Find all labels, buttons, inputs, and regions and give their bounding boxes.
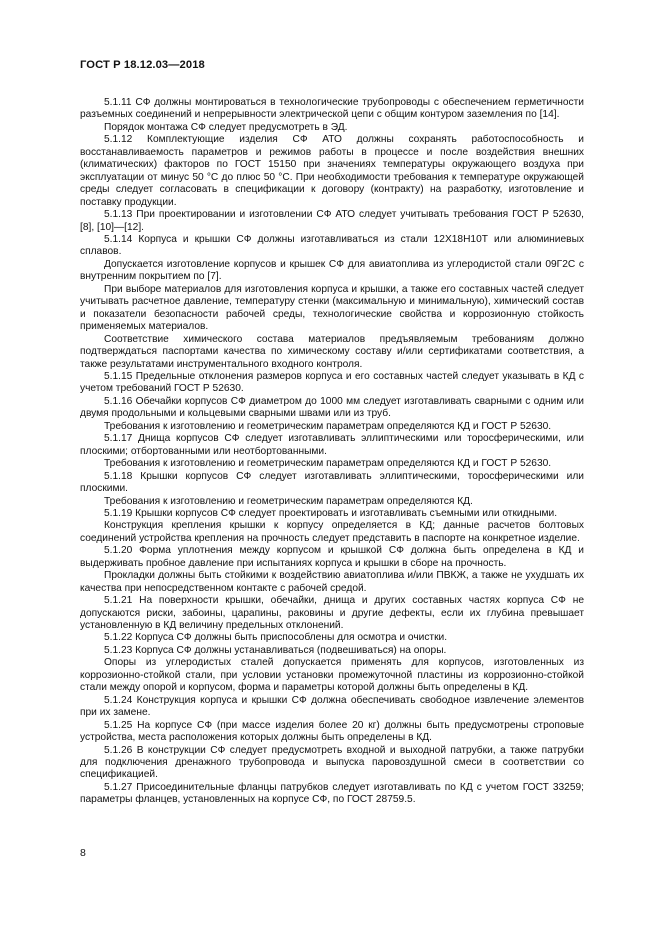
paragraph-text: Требования к изготовлению и геометрическим параметрам определяются КД. [104,495,473,507]
clause-5-1-26: 5.1.26 В конструкции СФ следует предусмотреть входной и выходной патрубки, а также патрубки для подключения дренажного трубопровода и выпуска паровоздушной смеси в соответствии со спецификацией. [80,744,584,781]
clause-5-1-21: 5.1.21 На поверхности крышки, обечайки, днища и других составных частях корпуса СФ не допускаются риски, забоины, царапины, раковины и другие дефекты, если их глубина превышает установленную в КД величину предельных отклонений. [80,595,584,632]
clause-5-1-25: 5.1.25 На корпусе СФ (при массе изделия более 20 кг) должны быть предусмотрены строповые устройства, места расположения которых должны быть определены в КД. [80,719,584,744]
clause-5-1-20: 5.1.20 Форма уплотнения между корпусом и крышкой СФ должна быть определена в КД и выдерживать пробное давление при испытаниях корпуса и крышки в сборе на прочность. [80,545,584,569]
clause-5-1-13: 5.1.13 При проектировании и изготовлении СФ АТО следует учитывать требования ГОСТ Р 52630, [8], [10]—[12]. [80,209,584,233]
standard-designation: ГОСТ Р 18.12.03—2018 [80,59,205,71]
paragraph-text: Конструкция крепления крышки к корпусу определяется в КД; данные расчетов болтовых соединений устройства крепления на прочность следует представить в паспорте на конкретное изделие. [80,520,584,544]
clause-5-1-27: 5.1.27 Присоединительные фланцы патрубков следует изготавливать по КД с учетом ГОСТ 33259; параметры фланцев, установленных на корпусе СФ, по ГОСТ 28759.5. [80,781,584,806]
clause-5-1-14: 5.1.14 Корпуса и крышки СФ должны изготавливаться из стали 12Х18Н10Т или алюминиевых сплавов. [80,233,584,258]
clause-5-1-16: 5.1.16 Обечайки корпусов СФ диаметром до 1000 мм следует изготавливать сварными с одним или двумя продольными и кольцевыми сварными швами или из труб. [80,395,584,420]
clause-5-1-23: 5.1.23 Корпуса СФ должны устанавливаться (подвешиваться) на опоры. [104,644,447,656]
page-number: 8 [80,847,86,859]
paragraph-text: Требования к изготовлению и геометрическим параметрам определяются КД и ГОСТ Р 52630. [104,458,552,470]
clause-5-1-17: 5.1.17 Днища корпусов СФ следует изготавливать эллиптическими или торосферическими, или плоскими; отбортованными или неотбортованными. [80,433,584,457]
clause-5-1-22: 5.1.22 Корпуса СФ должны быть приспособлены для осмотра и очистки. [104,632,448,644]
paragraph-text: Прокладки должны быть стойкими к воздействию авиатоплива и/или ПВКЖ, а также не ухудшать их качества при непосредственном контакте с рабочей средой. [80,570,584,594]
paragraph-text: Требования к изготовлению и геометрическим параметрам определяются КД и ГОСТ Р 52630. [104,420,552,432]
clause-5-1-24: 5.1.24 Конструкция корпуса и крышки СФ должна обеспечивать свободное извлечение элементов при их замене. [80,694,584,719]
clause-5-1-11: 5.1.11 СФ должны монтироваться в технологические трубопроводы с обеспечением герметичности разъемных соединений и непрерывности электрической цепи с общим контуром заземления по [14]. [80,97,584,121]
paragraph-text: Допускается изготовление корпусов и крышек СФ для авиатоплива из углеродистой стали 09Г2С с внутренним покрытием по [7]. [80,258,584,283]
paragraph-text: Соответствие химического состава материалов предъявляемым требованиям должно подтверждаться паспортами качества по химическому составу и/или сертификатами соответствия, а также результатами инструментального входного контроля. [80,333,584,370]
paragraph-text: При выборе материалов для изготовления корпуса и крышки, а также его составных частей следует учитывать расчетное давление, температуру стенки (максимальную и минимальную), химический состав и показатели безопасности рабочей среды, технологические свойства и коррозионную стойкость применяемых материалов. [80,283,584,333]
paragraph-text: Порядок монтажа СФ следует предусмотреть в ЭД. [104,121,348,133]
paragraph-text: Опоры из углеродистых сталей допускается применять для корпусов, изготовленных из коррозионно-стойкой стали, при условии установки промежуточной пластины из коррозионно-стойкой стали между опорой и корпусом, форма и параметры которой должны быть определены в КД. [80,657,584,694]
clause-5-1-18: 5.1.18 Крышки корпусов СФ следует изготавливать эллиптическими, торосферическими или плоскими. [80,470,584,495]
clause-5-1-19: 5.1.19 Крышки корпусов СФ следует проектировать и изготавливать съемными или откидными. [104,507,558,519]
document-body [80,97,584,807]
clause-5-1-12: 5.1.12 Комплектующие изделия СФ АТО должны сохранять работоспособность и восстанавливаемость параметров и режимов работы в процессе и после воздействия внешних (климатических) факторов по ГОСТ 15150 при значениях температуры окружающего воздуха при эксплуатации от минус 50 °С до плюс 50 °С. При необходимости требования к температуре окружающей среды следует согласовать в спецификации к договору (контракту) на разработку, изготовление и поставку продукции. [80,134,584,208]
clause-5-1-15: 5.1.15 Предельные отклонения размеров корпуса и его составных частей следует указывать в КД с учетом требований ГОСТ Р 52630. [80,370,584,395]
